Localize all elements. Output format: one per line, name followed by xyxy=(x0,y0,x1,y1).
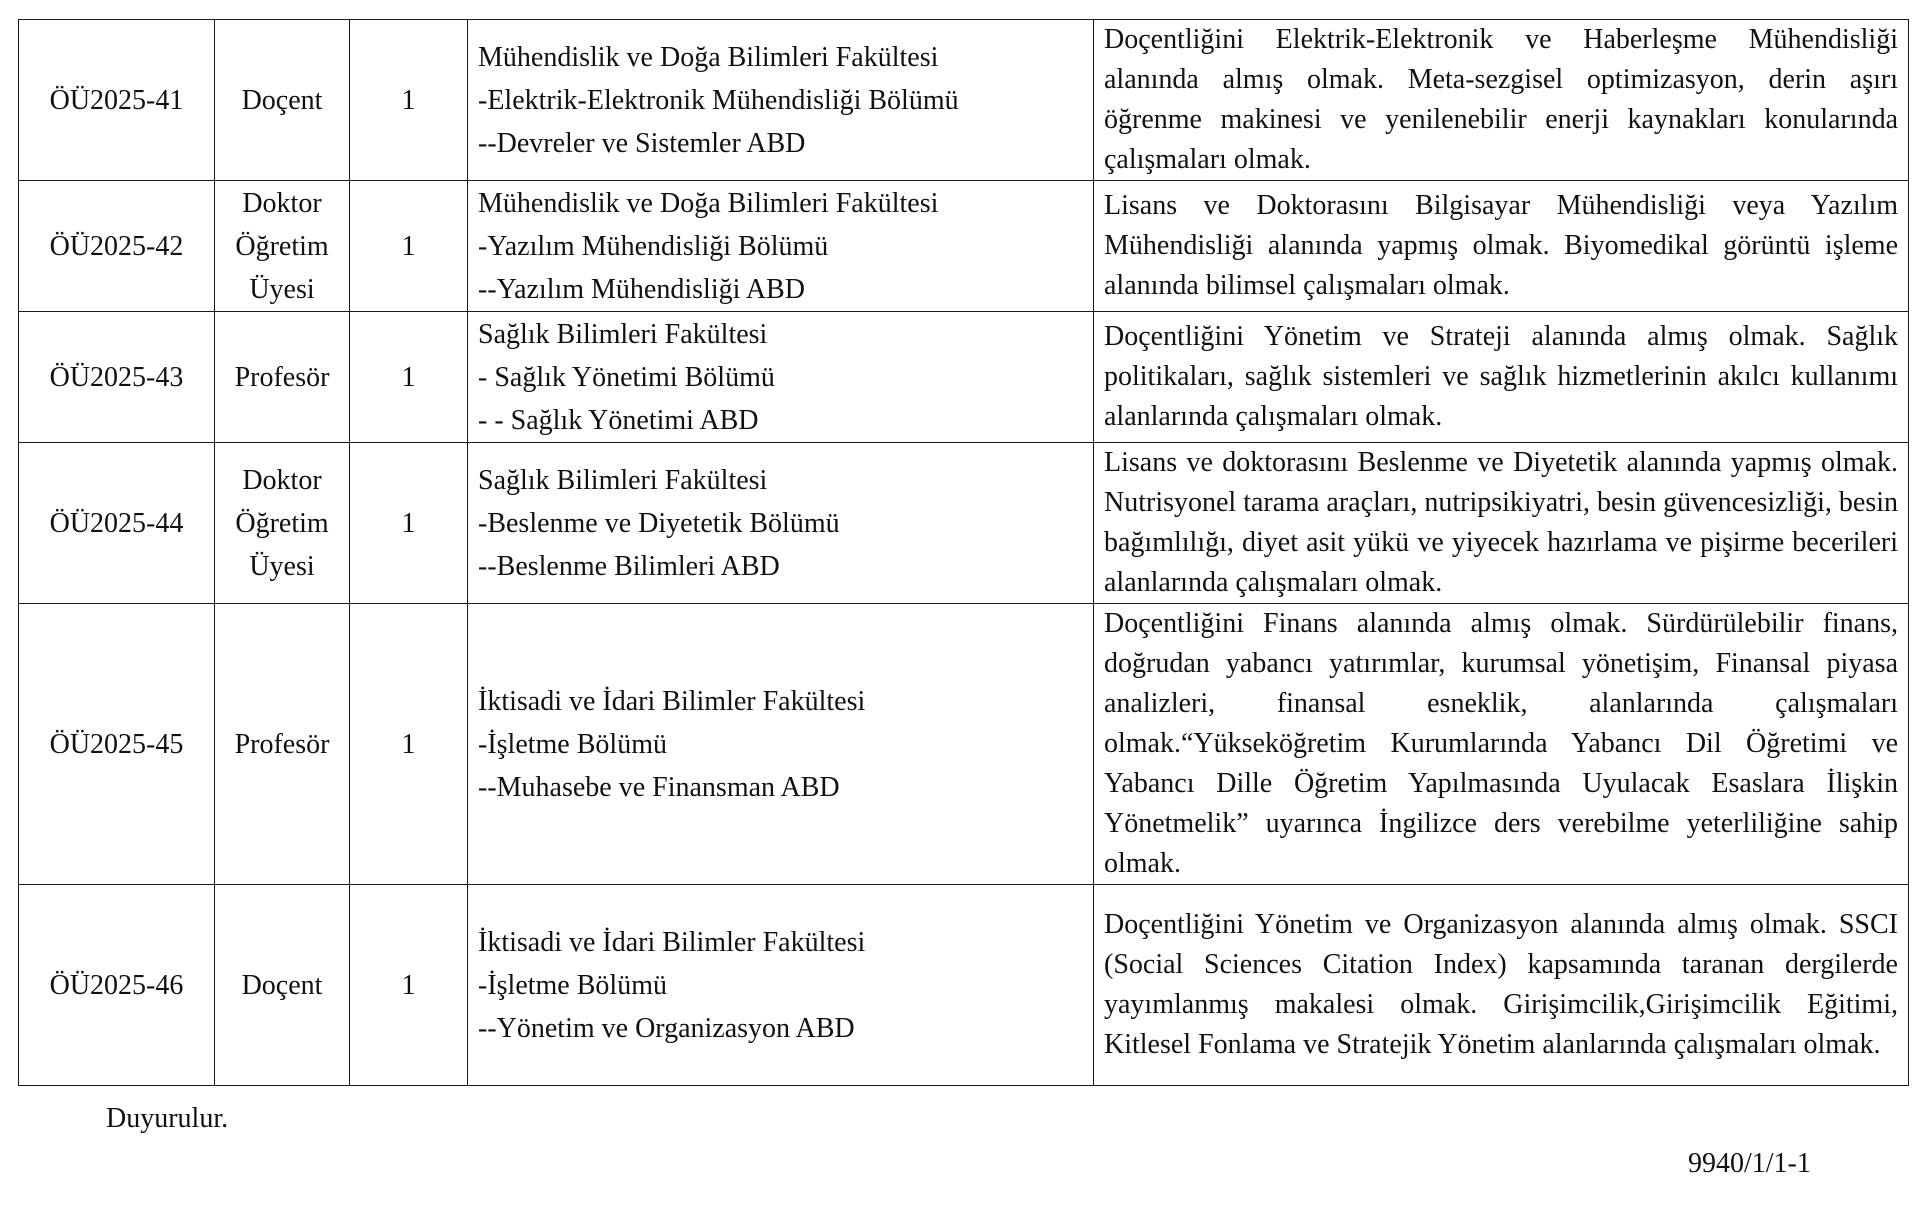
requirement-text: Lisans ve doktorasını Beslenme ve Diyetetik alanında yapmış olmak. Nutrisyonel tarama araçları, nutripsikiyatri, besin güvencesizliği, besin bağımlılığı, diyet asit yükü ve yiyecek hazırlama ve pişirme becerileri alanlarında çalışmaları olmak. xyxy=(1094,443,1909,604)
faculty-name: Mühendislik ve Doğa Bilimleri Fakültesi xyxy=(478,187,939,219)
department-name: -Elektrik-Elektronik Mühendisliği Bölümü xyxy=(478,84,959,116)
document-number: 9940/1/1-1 xyxy=(1688,1148,1811,1179)
position-code: ÖÜ2025-42 xyxy=(19,181,215,312)
department-name: - Sağlık Yönetimi Bölümü xyxy=(478,361,775,393)
academic-title-line: Profesör xyxy=(234,361,330,393)
academic-title-line: Doktor xyxy=(242,187,322,219)
department-name: -Yazılım Mühendisliği Bölümü xyxy=(478,230,829,262)
academic-unit xyxy=(468,181,1094,312)
faculty-name: Sağlık Bilimleri Fakültesi xyxy=(478,318,768,350)
academic-title-line: Öğretim xyxy=(235,230,329,262)
requirement-text: Doçentliğini Yönetim ve Strateji alanında almış olmak. Sağlık politikaları, sağlık sistemleri ve sağlık hizmetlerinin akılcı kullanımı alanlarında çalışmaları olmak. xyxy=(1094,312,1909,443)
position-code: ÖÜ2025-46 xyxy=(19,885,215,1086)
requirement-text: Lisans ve Doktorasını Bilgisayar Mühendisliği veya Yazılım Mühendisliği alanında yapmış olmak. Biyomedikal görüntü işleme alanında bilimsel çalışmaları olmak. xyxy=(1094,181,1909,312)
division-name: --Yönetim ve Organizasyon ABD xyxy=(478,1012,855,1044)
academic-title-line: Öğretim xyxy=(235,507,329,539)
division-name: --Devreler ve Sistemler ABD xyxy=(478,127,806,159)
table-row xyxy=(19,885,1909,1086)
position-count: 1 xyxy=(350,443,468,604)
faculty-name: Sağlık Bilimleri Fakültesi xyxy=(478,464,768,496)
academic-unit xyxy=(468,312,1094,443)
academic-title xyxy=(215,604,350,885)
department-name: -İşletme Bölümü xyxy=(478,969,667,1001)
table-row xyxy=(19,20,1909,181)
division-name: --Yazılım Mühendisliği ABD xyxy=(478,273,805,305)
position-code: ÖÜ2025-43 xyxy=(19,312,215,443)
academic-title xyxy=(215,312,350,443)
academic-title xyxy=(215,885,350,1086)
department-name: -İşletme Bölümü xyxy=(478,728,667,760)
academic-unit xyxy=(468,443,1094,604)
table-row xyxy=(19,443,1909,604)
requirement-text: Doçentliğini Elektrik-Elektronik ve Haberleşme Mühendisliği alanında almış olmak. Meta-sezgisel optimizasyon, derin aşırı öğrenme makinesi ve yenilenebilir enerji kaynakları konularında çalışmaları olmak. xyxy=(1094,20,1909,181)
requirement-text: Doçentliğini Yönetim ve Organizasyon alanında almış olmak. SSCI (Social Sciences Citation Index) kapsamında taranan dergilerde yayımlanmış makalesi olmak. Girişimcilik,Girişimcilik Eğitimi, Kitlesel Fonlama ve Stratejik Yönetim alanlarında çalışmaları olmak. xyxy=(1094,885,1909,1086)
faculty-name: Mühendislik ve Doğa Bilimleri Fakültesi xyxy=(478,41,939,73)
division-name: --Muhasebe ve Finansman ABD xyxy=(478,771,840,803)
academic-title-line: Profesör xyxy=(234,728,330,760)
table-row xyxy=(19,312,1909,443)
position-count: 1 xyxy=(350,312,468,443)
academic-title-line: Doktor xyxy=(242,464,322,496)
requirement-text: Doçentliğini Finans alanında almış olmak. Sürdürülebilir finans, doğrudan yabancı yatırımlar, kurumsal yönetişim, Finansal piyasa analizleri, finansal esneklik, alanlarında çalışmaları olmak.“Yükseköğretim Kurumlarında Yabancı Dil Öğretimi ve Yabancı Dille Öğretim Yapılmasında Uyulacak Esaslara İlişkin Yönetmelik” uyarınca İngilizce ders verebilme yeterliliğine sahip olmak. xyxy=(1094,604,1909,885)
table-row xyxy=(19,604,1909,885)
division-name: - - Sağlık Yönetimi ABD xyxy=(478,404,759,436)
position-count: 1 xyxy=(350,885,468,1086)
announcement-note: Duyurulur. xyxy=(106,1103,229,1134)
position-listing-table xyxy=(18,19,1909,1086)
academic-title xyxy=(215,443,350,604)
academic-title xyxy=(215,20,350,181)
academic-title-line: Üyesi xyxy=(249,273,315,305)
position-count: 1 xyxy=(350,20,468,181)
division-name: --Beslenme Bilimleri ABD xyxy=(478,550,780,582)
position-count: 1 xyxy=(350,181,468,312)
academic-unit xyxy=(468,604,1094,885)
academic-unit xyxy=(468,20,1094,181)
academic-title-line: Doçent xyxy=(241,84,323,116)
academic-title-line: Üyesi xyxy=(249,550,315,582)
position-code: ÖÜ2025-44 xyxy=(19,443,215,604)
table-row xyxy=(19,181,1909,312)
position-code: ÖÜ2025-45 xyxy=(19,604,215,885)
position-count: 1 xyxy=(350,604,468,885)
faculty-name: İktisadi ve İdari Bilimler Fakültesi xyxy=(478,685,866,717)
department-name: -Beslenme ve Diyetetik Bölümü xyxy=(478,507,840,539)
faculty-name: İktisadi ve İdari Bilimler Fakültesi xyxy=(478,926,866,958)
academic-title xyxy=(215,181,350,312)
academic-unit xyxy=(468,885,1094,1086)
academic-title-line: Doçent xyxy=(241,969,323,1001)
position-code: ÖÜ2025-41 xyxy=(19,20,215,181)
